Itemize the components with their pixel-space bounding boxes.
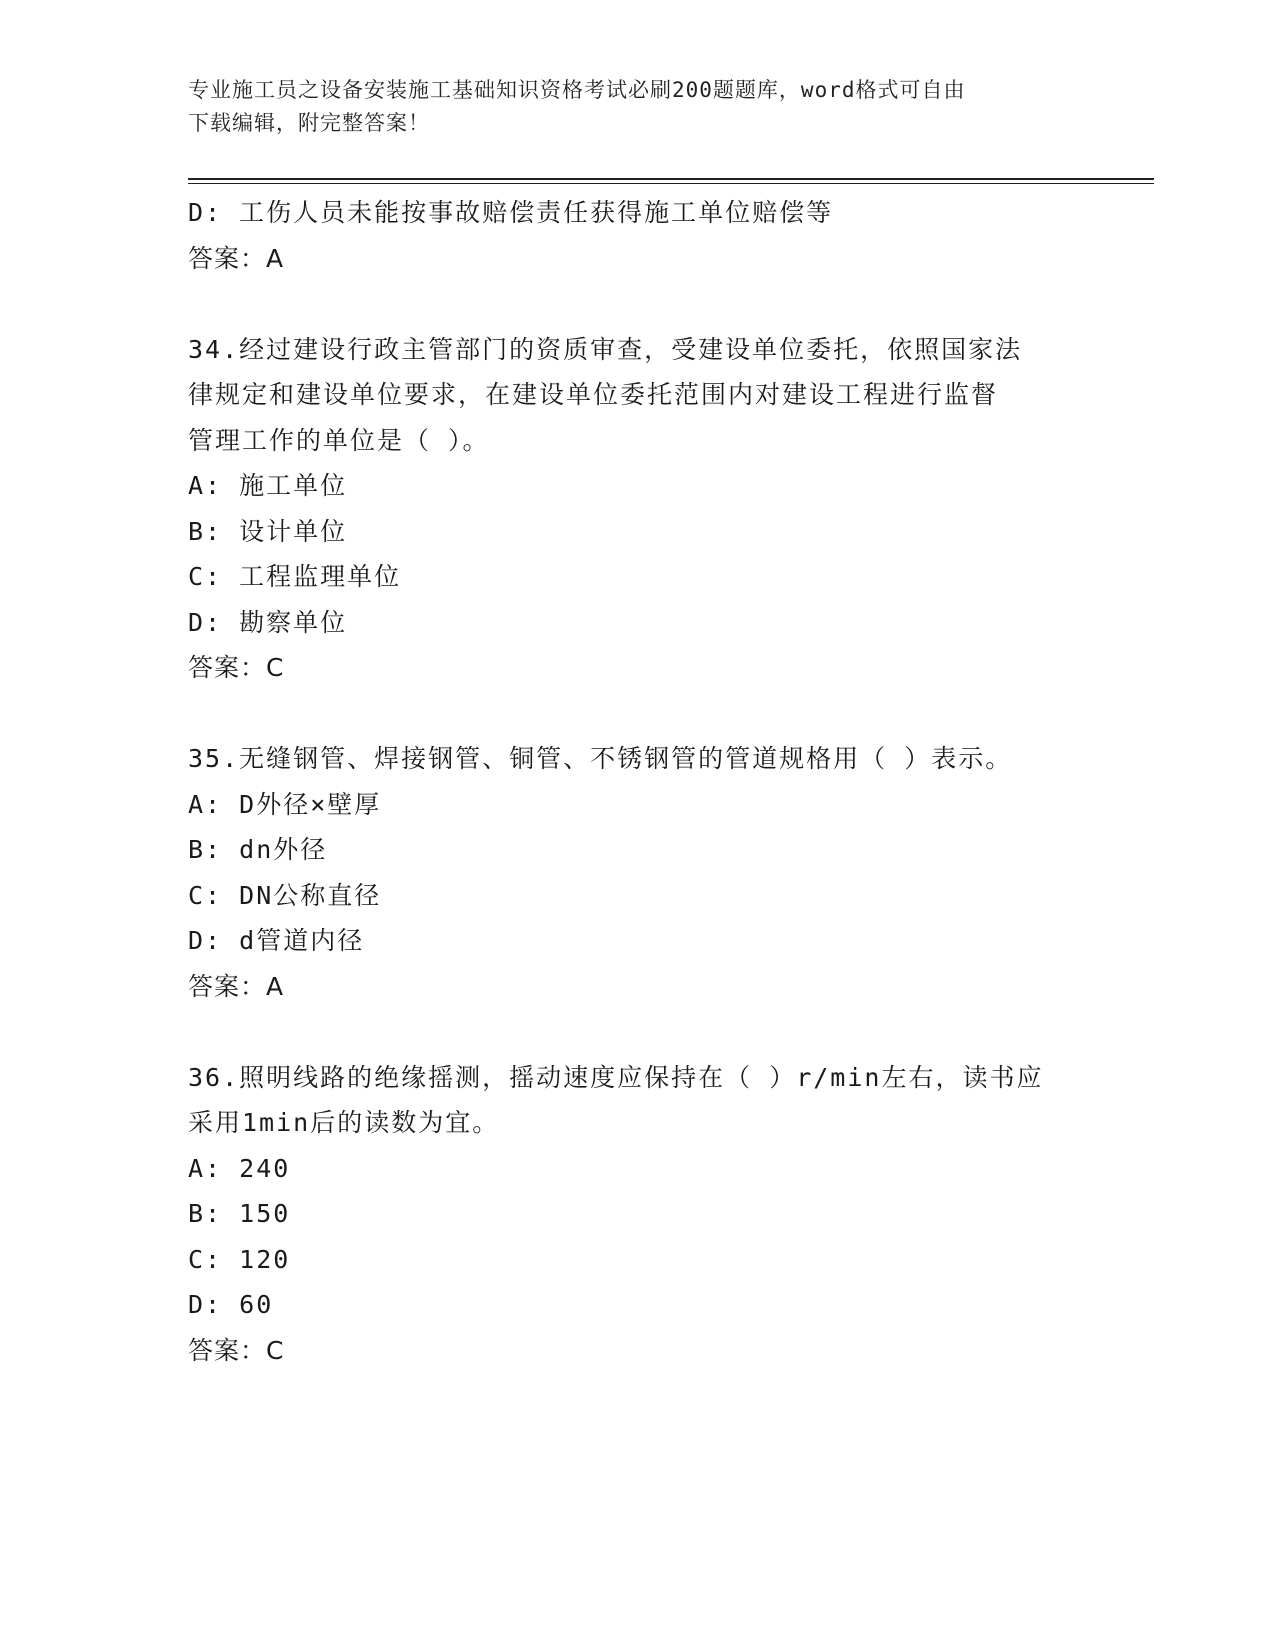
question-content bbox=[188, 190, 1088, 1373]
question-stem-line: 采用1min后的读数为宜。 bbox=[188, 1108, 500, 1137]
option-d: D: 工伤人员未能按事故赔偿责任获得施工单位赔偿等 bbox=[188, 198, 834, 227]
option-d: D: 60 bbox=[188, 1290, 274, 1319]
question-35 bbox=[188, 736, 1088, 1009]
option-c: C: DN公称直径 bbox=[188, 880, 382, 910]
question-stem-line: 34.经过建设行政主管部门的资质审查，受建设单位委托，依照国家法 bbox=[188, 334, 1023, 364]
document-header bbox=[188, 74, 1068, 140]
header-line-2: 下载编辑，附完整答案！ bbox=[188, 111, 430, 135]
spacer bbox=[188, 1009, 1088, 1055]
option-b: B: dn外径 bbox=[188, 835, 328, 864]
question-36 bbox=[188, 1055, 1088, 1374]
option-c: C: 工程监理单位 bbox=[188, 562, 402, 591]
question-stem-line: 律规定和建设单位要求，在建设单位委托范围内对建设工程进行监督 bbox=[188, 380, 999, 409]
option-c: C: 120 bbox=[188, 1244, 291, 1274]
header-line-1: 专业施工员之设备安装施工基础知识资格考试必刷200题题库，word格式可自由 bbox=[188, 78, 966, 102]
header-divider-thin bbox=[188, 183, 1154, 184]
option-a: A: D外径×壁厚 bbox=[188, 789, 382, 819]
option-b: B: 150 bbox=[188, 1199, 291, 1228]
spacer bbox=[188, 281, 1088, 327]
question-34 bbox=[188, 327, 1088, 691]
option-b: B: 设计单位 bbox=[188, 516, 348, 546]
answer-line: 答案：C bbox=[188, 653, 285, 682]
question-stem-line: 35.无缝钢管、焊接钢管、铜管、不锈钢管的管道规格用（ ）表示。 bbox=[188, 744, 1013, 773]
answer-line: 答案：A bbox=[188, 243, 285, 273]
spacer bbox=[188, 691, 1088, 737]
option-a: A: 240 bbox=[188, 1153, 291, 1183]
answer-line: 答案：C bbox=[188, 1335, 285, 1365]
option-d: D: d管道内径 bbox=[188, 926, 365, 955]
option-d: D: 勘察单位 bbox=[188, 607, 348, 637]
header-divider-thick bbox=[188, 178, 1154, 180]
option-a: A: 施工单位 bbox=[188, 471, 348, 500]
answer-line: 答案：A bbox=[188, 971, 285, 1001]
question-stem-line: 管理工作的单位是（ ）。 bbox=[188, 425, 490, 455]
question-stem-line: 36.照明线路的绝缘摇测，摇动速度应保持在（ ）r/min左右，读书应 bbox=[188, 1062, 1044, 1092]
